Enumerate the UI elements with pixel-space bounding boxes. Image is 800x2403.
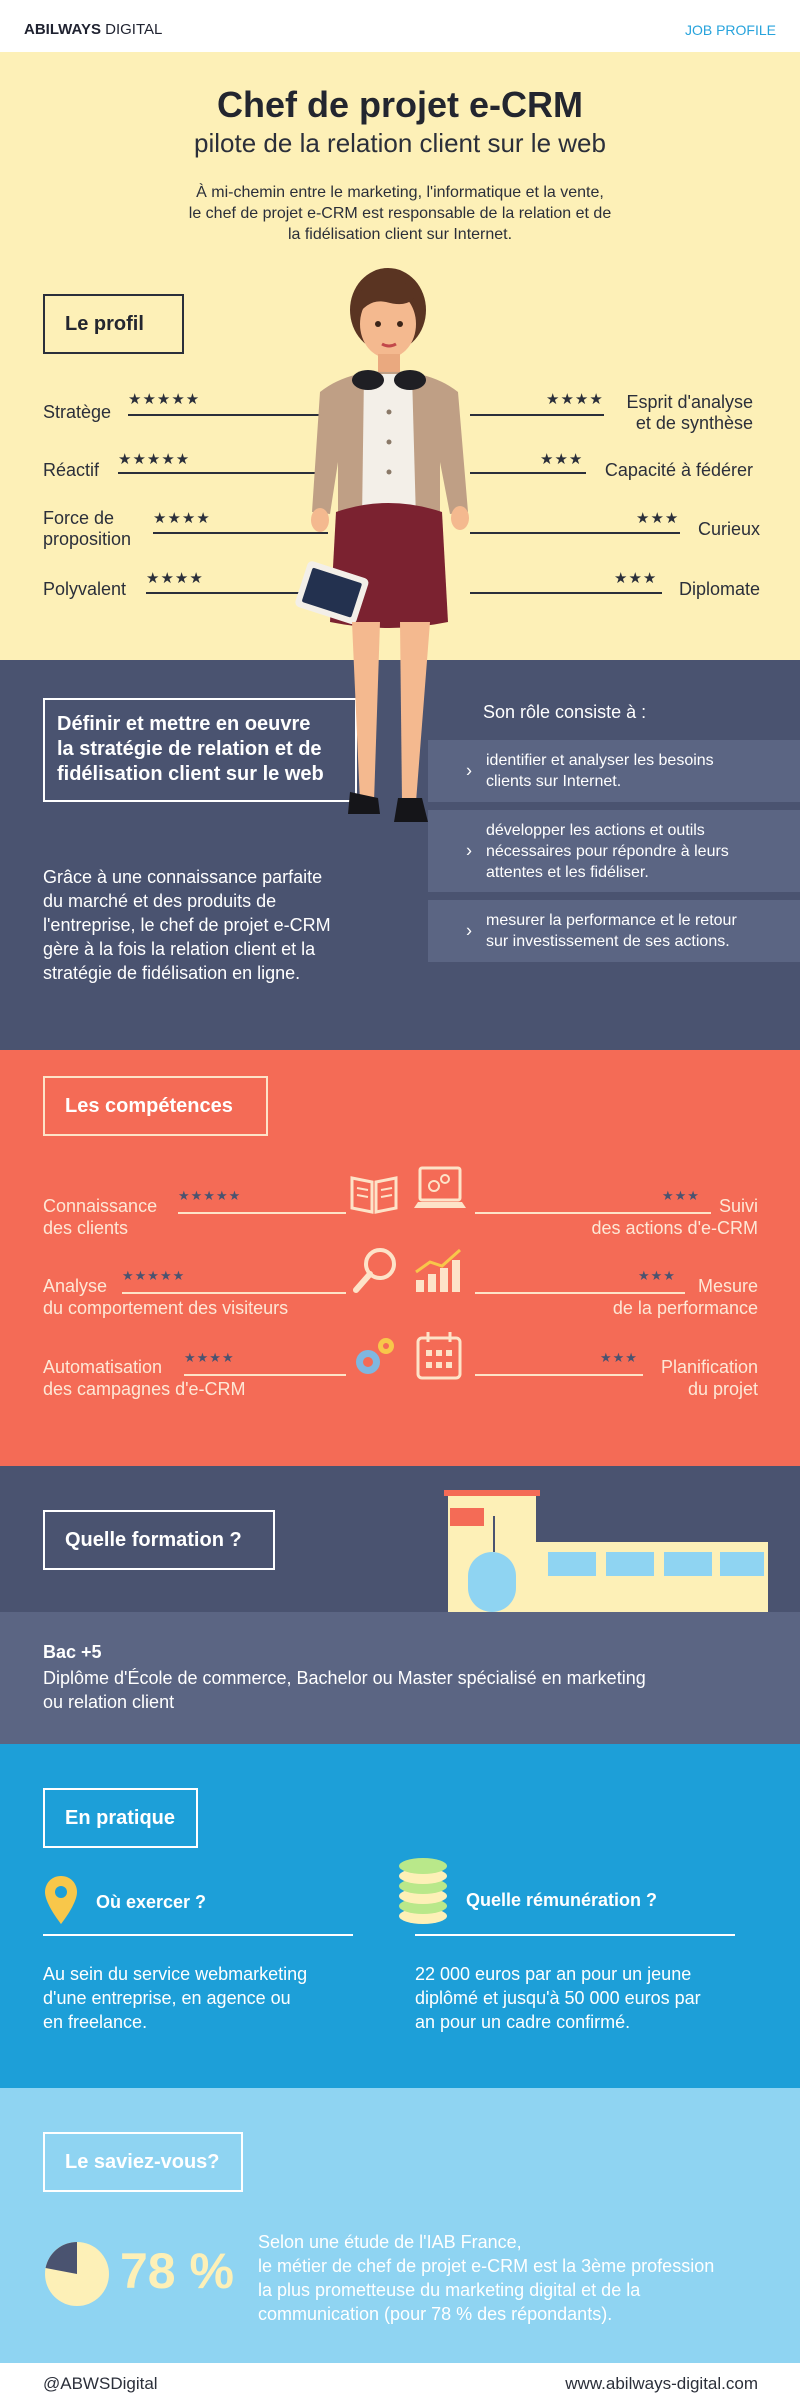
- shoe-left: [348, 792, 380, 814]
- trait-label: et de synthèse: [635, 413, 753, 433]
- bullet-line: clients sur Internet.: [486, 773, 622, 790]
- collar-right: [394, 370, 426, 390]
- chevron-right-icon: ›: [466, 920, 472, 941]
- pay-line: 22 000 euros par an pour un jeune: [415, 1964, 692, 1984]
- trait-line: [470, 532, 680, 534]
- header: [0, 0, 800, 52]
- brand-light: DIGITAL: [105, 21, 163, 38]
- practice-section: [0, 1744, 800, 2088]
- brand-logo[interactable]: [24, 21, 162, 38]
- intro-line: le chef de projet e-CRM est responsable de la relation et de: [188, 205, 612, 222]
- button: [387, 410, 392, 415]
- chevron-right-icon: ›: [466, 760, 472, 781]
- fact-line: communication (pour 78 % des répondants).: [258, 2304, 613, 2324]
- bullet-line: mesurer la performance et le retour: [486, 912, 737, 929]
- pay-line: an pour un cadre confirmé.: [415, 2012, 631, 2032]
- trait-label: Réactif: [43, 460, 100, 480]
- skill-label: Connaissance: [43, 1196, 158, 1216]
- trait-label: Stratège: [43, 402, 112, 422]
- skill-line: [184, 1374, 346, 1376]
- percent-value: 78 %: [120, 2243, 234, 2299]
- trait-label: Capacité à fédérer: [604, 460, 753, 480]
- skill-line: [475, 1212, 711, 1214]
- skill-stars: ★★★: [600, 1350, 638, 1365]
- pay-line: diplômé et jusqu'à 50 000 euros par: [415, 1988, 701, 2008]
- divider: [415, 1934, 735, 1936]
- skill-label: Mesure: [697, 1276, 758, 1296]
- skill-line: [122, 1292, 346, 1294]
- fact-line: Selon une étude de l'IAB France,: [258, 2232, 522, 2252]
- where-title: Où exercer ?: [96, 1892, 207, 1912]
- chevron-right-icon: ›: [466, 840, 472, 861]
- skill-label: Suivi: [718, 1196, 758, 1216]
- intro-line: la fidélisation client sur Internet.: [287, 226, 513, 243]
- intro-line: À mi-chemin entre le marketing, l'informatique et la vente,: [196, 184, 604, 201]
- skills-heading: Les compétences: [43, 1076, 268, 1136]
- skill-label: du comportement des visiteurs: [43, 1298, 289, 1318]
- education-section: [0, 1466, 800, 1612]
- where-line: Au sein du service webmarketing: [43, 1964, 308, 1984]
- skill-stars: ★★★★: [184, 1350, 235, 1365]
- trait-label: Esprit d'analyse: [626, 392, 753, 412]
- trait-stars: ★★★★: [146, 570, 204, 587]
- bullet-line: nécessaires pour répondre à leurs: [486, 843, 729, 860]
- trait-stars: ★★★★: [153, 510, 211, 527]
- skill-label: des actions d'e-CRM: [591, 1218, 758, 1238]
- hand-right: [451, 506, 469, 530]
- professional-woman-illustration: [290, 262, 500, 922]
- trait-stars: ★★★: [614, 570, 658, 587]
- skills-section: [0, 1050, 800, 1466]
- fact-line: la plus prometteuse du marketing digital et de la: [258, 2280, 641, 2300]
- fact-line: le métier de chef de projet e-CRM est la 3ème profession: [258, 2256, 715, 2276]
- mission-line: Définir et mettre en oeuvre: [57, 713, 311, 735]
- trait-label: Curieux: [697, 519, 760, 539]
- trait-stars: ★★★: [636, 510, 680, 527]
- skill-label: des campagnes d'e-CRM: [43, 1379, 246, 1399]
- skill-line: [475, 1374, 643, 1376]
- eye-left: [375, 321, 381, 327]
- pay-title: Quelle rémunération ?: [466, 1890, 658, 1910]
- hand-left: [311, 508, 329, 532]
- education-heading: Quelle formation ?: [43, 1510, 275, 1570]
- skill-stars: ★★★★★: [178, 1188, 242, 1203]
- skill-label: du projet: [687, 1379, 758, 1399]
- trait-stars: ★★★★★: [128, 391, 201, 408]
- skill-label: Automatisation: [43, 1357, 163, 1377]
- role-description: [43, 865, 331, 985]
- description-line: du marché et des produits de: [43, 891, 277, 911]
- where-text: [43, 1962, 307, 2034]
- page-subtitle: pilote de la relation client sur le web: [194, 128, 606, 158]
- bullet-line: sur investissement de ses actions.: [486, 933, 730, 950]
- skill-label: Planification: [660, 1357, 758, 1377]
- skill-stars: ★★★: [662, 1188, 700, 1203]
- mission-line: fidélisation client sur le web: [57, 763, 324, 785]
- mission-line: la stratégie de relation et de: [57, 738, 322, 760]
- description-line: Grâce à une connaissance parfaite: [43, 867, 323, 887]
- location-pin-icon: [43, 1874, 79, 1926]
- profile-heading: Le profil: [43, 294, 184, 354]
- gears-icon: [348, 1332, 400, 1384]
- skill-label: Analyse: [43, 1276, 108, 1296]
- description-line: gère à la fois la relation client et la: [43, 939, 316, 959]
- skill-label: de la performance: [612, 1298, 758, 1318]
- skill-label: des clients: [43, 1218, 129, 1238]
- bullet-line: attentes et les fidéliser.: [486, 864, 649, 881]
- magnifier-icon: [352, 1246, 400, 1296]
- trait-label: Polyvalent: [43, 579, 127, 599]
- trait-label: proposition: [43, 529, 132, 549]
- bullet-line: développer les actions et outils: [486, 822, 705, 839]
- degree-level: Bac +5: [43, 1642, 102, 1662]
- did-you-know-section: [0, 2088, 800, 2363]
- practice-heading: En pratique: [43, 1788, 198, 1848]
- leg-right: [400, 622, 430, 802]
- degree-line: ou relation client: [43, 1692, 175, 1712]
- skill-stars: ★★★: [638, 1268, 676, 1283]
- pie-percent-icon: [43, 2240, 111, 2308]
- school-building-icon: [440, 1486, 770, 1612]
- button: [387, 470, 392, 475]
- shoe-right: [394, 798, 428, 822]
- did-you-know-heading: Le saviez-vous?: [43, 2132, 243, 2192]
- skill-line: [475, 1292, 685, 1294]
- skill-stars: ★★★★★: [122, 1268, 186, 1283]
- laptop-gears-icon: [412, 1162, 468, 1218]
- did-you-know-text: [258, 2230, 714, 2326]
- button: [387, 440, 392, 445]
- website-link[interactable]: www.abilways-digital.com: [565, 2374, 758, 2393]
- open-book-icon: [348, 1168, 400, 1220]
- role-consists-label: Son rôle consiste à :: [483, 702, 647, 722]
- trait-stars: ★★★★★: [118, 451, 191, 468]
- eye-right: [397, 321, 403, 327]
- pay-text: [415, 1962, 701, 2034]
- description-line: l'entreprise, le chef de projet e-CRM: [43, 915, 331, 935]
- divider: [43, 1934, 353, 1936]
- trait-stars: ★★★★: [546, 391, 604, 408]
- trait-stars: ★★★: [540, 451, 584, 468]
- coin-stack-icon: [395, 1856, 451, 1926]
- growth-chart-icon: [412, 1246, 466, 1296]
- calendar-icon: [414, 1330, 464, 1382]
- where-line: d'une entreprise, en agence ou: [43, 1988, 291, 2008]
- degree-detail: [43, 1666, 646, 1714]
- page-title: Chef de projet e-CRM: [216, 84, 583, 125]
- degree-section: [0, 1612, 800, 1744]
- blouse: [362, 374, 416, 520]
- degree-line: Diplôme d'École de commerce, Bachelor ou Master spécialisé en marketing: [43, 1668, 646, 1688]
- trait-label: Force de: [43, 508, 115, 528]
- intro-text: [0, 182, 800, 245]
- brand-bold: ABILWAYS: [24, 21, 101, 38]
- neck: [378, 354, 400, 374]
- skill-line: [178, 1212, 346, 1214]
- leg-left: [352, 622, 380, 802]
- description-line: stratégie de fidélisation en ligne.: [43, 963, 301, 983]
- trait-label: Diplomate: [678, 579, 760, 599]
- where-line: en freelance.: [43, 2012, 148, 2032]
- collar-left: [352, 370, 384, 390]
- footer: [0, 2363, 800, 2403]
- bullet-line: identifier et analyser les besoins: [486, 752, 714, 769]
- job-profile-tag: JOB PROFILE: [684, 22, 776, 38]
- twitter-handle[interactable]: @ABWSDigital: [43, 2374, 158, 2393]
